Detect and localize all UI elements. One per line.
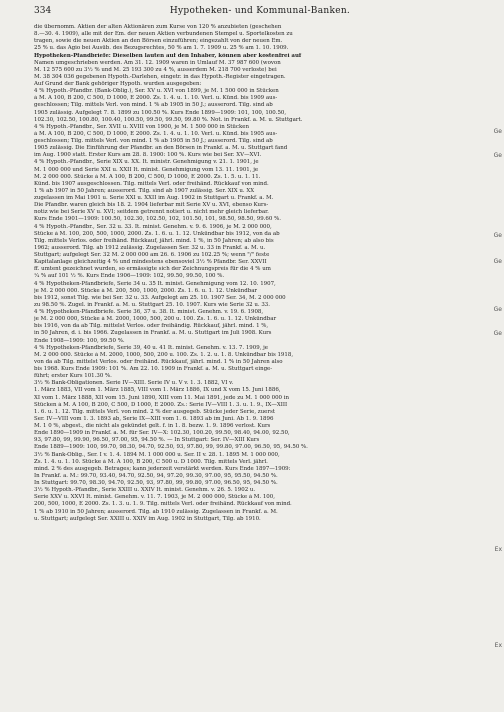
margin-fragment: Ex (494, 546, 502, 553)
text-line: 1 % ab 1910 in 50 Jahren; ausserord. Tilg. ab 1910 zulässig. Zugelassen in Frankf. a. M. (34, 508, 278, 515)
text-line: von da ab Tilg. mittelst Verlos. oder freihänd. Rückkauf, jährl. mind. 1 % in 50 Jahren also (34, 358, 283, 365)
text-line: 25 % u. das Agio bei Ausüb. des Bezugsrechtes, 50 % am 1. 7. 1909 u. 25 % am 1. 10. 1909. (34, 45, 289, 52)
text-line: 8.—30. 4. 1909), alle mit der Em. der neuen Aktien verbundenen Stempel u. Sportelkosten zu (34, 31, 293, 38)
page-header (34, 6, 486, 20)
text-line: führt; erster Kurs 101.30 %. (34, 373, 112, 380)
text-line: in 50 Jahren, d. i. bis 1966. Zugelassen in Frankf. a. M. u. Stuttgart im Juli 1908. Kurs (34, 330, 272, 337)
text-line: 1905 zulässig. Aufgelegt 7. 8. 1899 zu 100.50 %. Kurs Ende 1899—1909: 101, 100, 100.50, (34, 109, 287, 116)
text-line: 4 % Hypoth.-Pfandbr., Serie XIX u. XX. It. ministr. Genehmigung v. 21. 1. 1901, je (34, 159, 259, 166)
text-line: M. 38 304 036 gegebenen Hypoth.-Darlehen, eingetr. in das Hypoth.-Register eingetragen. (34, 73, 286, 80)
text-line: Zs. 1. 4. u. 1. 10. Stücke à M. A 100, B 200, C 500 u. D 1000. Tilg. mittels Verl. jährl. (34, 458, 268, 465)
text-line: 4 % Hypotheken-Pfandbriefe. Serie 36, 37 u. 38. It. minist. Genehm. v. 19. 6. 1908, (34, 309, 264, 315)
running-title: Hypotheken- und Kommunal-Banken. (169, 6, 351, 16)
text-line: 3½ % Hypoth.-Pfandbr., Serie XXIII u. XXIV It. minist. Genehm. v. 26. 5. 1902 u. (34, 487, 256, 494)
text-line: 4 % Hypoth.-Pfandbr. (Bank-Oblig.), Ser. XV u. XVI von 1899, je M. 1 500 000 in Stücken (34, 88, 279, 95)
text-line: In Stuttgart: 99.70, 98.30, 94.70, 92.50, 93, 97.80, 99, 99.80, 97.00, 96.50, 95, 94.50 %. (34, 480, 278, 486)
text-line: notiz wie bei Serie XV u. XVI; seitdem getrennt notiert u. nicht mehr gleich lieferbar. (34, 209, 269, 216)
margin-fragment: Ex (494, 642, 502, 649)
text-line: Namen umgeschrieben werden. Am 31. 12. 1909 waren in Umlauf M. 37 987 600 (wovon (34, 59, 281, 66)
margin-fragment: Ge (493, 330, 502, 337)
margin-fragment: Ge (493, 128, 502, 135)
text-line: Stuttgart; aufgelegt Ser. 32 M. 2 000 000 am 26. 6. 1906 zu 102.25 %; wenn "/" feste (34, 252, 270, 258)
text-line: 102.30, 102.50, 100.80, 100.40, 100.50, 99.50, 99.50, 99.80 %. Not. in Frankf. a. M. u. Stuttgart. (34, 116, 303, 123)
page-number: 334 (34, 6, 52, 16)
text-line: bis 1916, von da ab Tilg. mittelst Verlos. oder freihändig. Rückkauf, jährl. mind. 1 %, (34, 323, 269, 330)
text-line: Kurs Ende 1901—1909: 100.50, 102.30, 102.50, 102, 101.50, 101, 98.50, 98.50, 99.60 %. (34, 216, 281, 223)
text-line: Künd. bis 1907 ausgeschlossen. Tilg. mittels Verl. oder freihänd. Rückkauf von mind. (34, 180, 269, 187)
margin-fragment: Ge (493, 258, 502, 265)
text-line: 1. März 1883, VII vom 1. März 1885, VIII vom 1. März 1886, IX und X vom 15. Juni 1886, (34, 387, 281, 394)
text-line: Serie XXV u. XXVI It. minist. Genehm. v. 11. 7. 1903, je M. 2 000 000, Stücke à M. 100, (34, 494, 275, 501)
text-line: à M. A 100, B 200, C 500, D 1000, E 2000. Zs. 1. 4. u. 1. 10. Verl. u. Künd. bis 1905 aus- (34, 130, 278, 137)
text-line: Kapitalanlage gleichzeitig 4 % und mindestens ebensoviel 3½ % Pfandbr. Ser. XXVII (34, 259, 267, 266)
text-line: Auf Grund der Bank gehöriger Hypoth. wurden ausgegeben: (34, 81, 202, 87)
text-line: M. 1 000 000 und Serie XXI u. XXII It. minist. Genehmigung vom 13. 11. 1901, je (34, 166, 259, 173)
text-line: 3½ % Bank-Obligationen. Serie IV—XIII. Serie IV u. V v. 1. 3. 1882, VI v. (34, 380, 234, 387)
text-line: 3½ % Bank-Oblig., Ser. I v. 1. 4. 1894 M. 1 000 000 u. Ser. II v. 28. 1. 1895 M. 1 000 000, (34, 451, 280, 458)
text-line: 200, 500, 1000, E 2000. Zs. 1. 3. u. 1. 9. Tilg. mittels Verl. oder freihänd. Rückkauf von mind. (34, 501, 292, 508)
text-line: ff. umtent gezeichnet wurden, so ermässigte sich der Zeichnungspreis für die 4 % um (34, 266, 271, 273)
text-line: geschlossen; Tilg. mittels Verl. von mind. 1 % ab 1905 in 50 J.; ausserord. Tilg. sind ab (34, 102, 273, 109)
margin-fragment: Ge (493, 306, 502, 313)
text-line: Ser. IV—VIII vom 1. 3. 1893 ab, Serie IX—XIII vom 1. 6. 1893 ab im Juni. Ab 1. 9. 1896 (34, 415, 274, 422)
text-line: Ende 1908—1909: 100, 99.50 %. (34, 337, 125, 344)
margin-fragment: Ge (493, 232, 502, 239)
text-line: M. 12 575 600 zu 3½ % und M. 25 193 300 zu 4 %, ausserdem M. 218 700 verloste) bei (34, 66, 277, 73)
text-line: je M. 2 000 000, Stücke à M. 2000, 1000, 500, 200 u. 100. Zs. 1. 6. u. 1. 12. Unkündbar (34, 316, 277, 323)
text-line: 1 % ab 1907 in 50 Jahren; ausserord. Tilg. sind ab 1907 zulässig. Ser. XIX u. XX (34, 187, 255, 194)
text-line: bis 1912, sonst Tilg. wie bei Ser. 32 u. 33. Aufgelegt am 25. 10. 1907 Ser. 34, M. 2 000 000 (34, 294, 286, 301)
text-line: Die Pfandbr. waren gleich bis 18. 2. 1904 lieferbar mit Serie XV u. XVI, ebenso Kurs- (34, 202, 269, 209)
text-line: Ende 1890—1909 in Frankf. a. M. für Ser. IV—X: 102.30, 100.20, 99.50, 98.40, 94.00, 92.50, (34, 430, 290, 437)
text-line: 4 % Hypotheken-Pfandbriefe, Serie 34 u. 35 It. minist. Genehmigung vom 12. 10. 1907, (34, 280, 276, 287)
body-text (34, 24, 486, 523)
text-line: 1962; ausserord. Tilg. ab 1912 zulässig. Zugelassen Ser. 32 u. 33 in Frankf. a. M. u. (34, 244, 266, 251)
text-line: M. 2 000 000. Stücke à M. A 100, B 200, C 500, D 1000, E 2000. Zs. 1. 5. u. 1. 11. (34, 173, 261, 180)
text-line: 4 % Hypoth.-Pfandbr., Ser. XVII u. XVIII von 1900, je M. 1 500 000 in Stücken (34, 123, 249, 130)
text-line: XI vom 1. März 1888, XII vom 15. Juni 1890, XIII vom 11. Mai 1891, jede zu M. 1 000 000 in (34, 394, 289, 401)
text-line: die übernomm. Aktien der alten Aktionären zum Kurse von 120 % anzubieten (geschehen (34, 24, 282, 30)
text-line: Ende 1889—1909: 100, 99.70, 98.30, 94.70, 92.50, 93, 97.80, 99, 99.80, 97.00, 96.50, 95, 94.50 %. (34, 444, 308, 451)
text-line: 4 % Hypotheken-Pfandbriefe, Serie 39, 40 u. 41 It. minist. Genehm. v. 13. 7. 1909, je (34, 344, 269, 351)
text-line: Hypotheken-Pfandbriefe: Dieselben lauten auf den Inhaber, können aber kostenfrei auf (34, 52, 302, 59)
text-line: à M. A 100, B 200, C 500, D 1000, E 2000. Zs. 1. 4. u. 1. 10. Verl. u. Künd. bis 1909 aus- (34, 95, 278, 102)
text-line: Stücken à M. A 100, B 200, C 500, D 1000, E 2000. Zs.: Serie IV—VIII 1. 3. u. 1. 9., IX—XIII (34, 401, 288, 408)
margin-fragment: Ge (493, 152, 502, 159)
text-line: geschlossen; Tilg. mittels Verl. von mind. 1 % ab 1905 in 50 J.; ausserord. Tilg. sind ab (34, 138, 273, 144)
text-line: 1. 6. u. 1. 12. Tilg. mittels Verl. von mind. 2 % der ausgegeb. Stücke jeder Serie, zuerst (34, 408, 275, 415)
text-line: mind. 2 % des ausgegeb. Betrages; kann jederzeit verstärkt werden. Kurs Ende 1897—1909: (34, 465, 291, 472)
text-line: zu 98.50 %. Zugel. in Frankf. a. M. u. Stuttgart 25. 10. 1907. Kurs wie Serie 32 u. 33. (34, 301, 270, 308)
text-line: zugelassen im Mai 1901 u. Serie XXI u. XXII im Aug. 1902 in Stuttgart u. Frankf. a. M. (34, 195, 274, 201)
text-line: M. 1 0 %, abgest., die nicht als gekündet gelt. f. in 1. 8. bezw. 1. 9. 1896 verlost. Kurs (34, 423, 271, 429)
text-line: Stücke à M. 100, 200, 500, 1000, 2000. Zs. 1. 6. u. 1. 12. Unkündbar bis 1912, von da ab (34, 230, 280, 237)
text-line: bis 1968. Kurs Ende 1909: 101 %. Am 22. 10. 1909 in Frankf. a. M. u. Stuttgart einge- (34, 366, 273, 372)
text-line: 4 % Hypoth.-Pfandbr., Ser. 32 u. 33. It. minist. Genehm. v. 9. 6. 1906, je M. 2 000 000, (34, 223, 272, 230)
text-line: tragen, sowie die neuen Aktien an den Börsen einzuführen; eingezahlt von der neuen Em. (34, 38, 283, 45)
text-line: In Frankf. a. M.: 99.70, 93.40, 94.70, 92.50, 94, 97.20, 99.30, 97.00, 95, 95.50, 94.50 %. (34, 472, 278, 479)
text-line: 93, 97.80, 99, 99.90, 96.50, 97.00, 95, 94.50 %. — In Stuttgart: Ser. IV—XIII Kurs (34, 437, 260, 444)
text-line: 1905 zulässig. Die Einführung der Pfandbr. an den Börsen in Frankf. a. M. u. Stuttgart fand (34, 145, 288, 152)
text-line: M. 2 000 000. Stücke à M. 2000, 1000, 500, 200 u. 100. Zs. 1. 2. u. 1. 8. Unkündbar bis 1918, (34, 351, 294, 358)
text-line: ¼ % auf 101 ½ %. Kurs Ende 1906—1909: 102, 99.50, 99.50, 100 %. (34, 273, 225, 280)
text-line: u. Stuttgart; aufgelegt Ser. XXIII u. XXIV im Aug. 1902 in Stuttgart, Tilg. ab 1910. (34, 515, 261, 522)
text-line: je M. 2 000 000. Stücke à M. 200, 500, 1000, 2000. Zs. 1. 6. u. 1. 12. Unkündbar (34, 287, 258, 294)
text-line: im Aug. 1900 statt. Erster Kurs am 28. 8. 1900: 100 %. Kurs wie bei Ser. XV—XVI. (34, 152, 262, 159)
text-line: Tilg. mittels Verlos. oder freihänd. Rückkauf, jährl. mind. 1 %, in 50 Jahren; ab also bis (34, 237, 274, 244)
